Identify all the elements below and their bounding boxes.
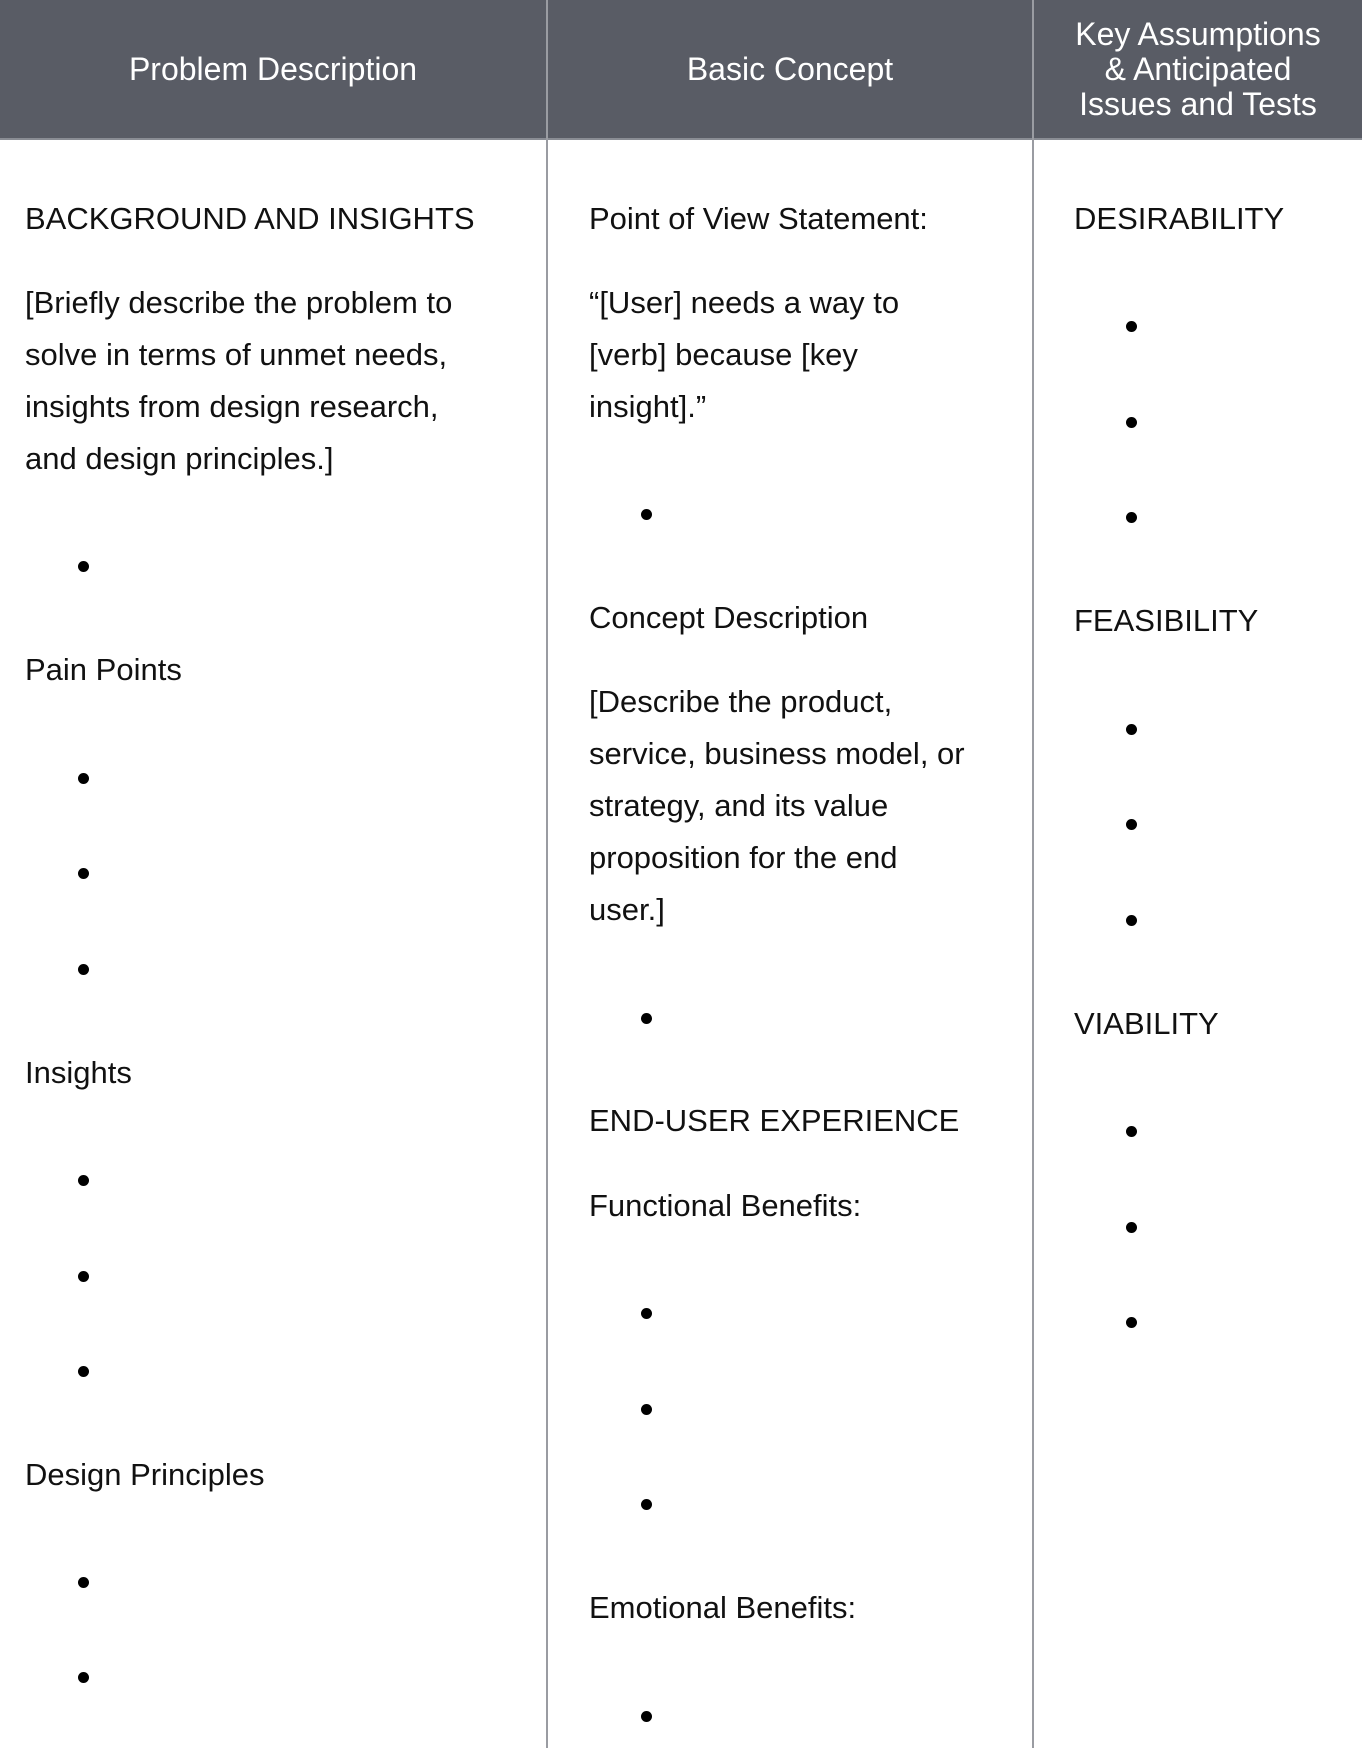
bullet [78,868,89,879]
pov-text-line: [verb] because [key [589,337,858,372]
design-principles-heading: Design Principles [25,1457,265,1492]
bullet [1126,724,1137,735]
feasibility-heading: FEASIBILITY [1074,603,1259,638]
bullet [641,1404,652,1415]
bullet [78,773,89,784]
concept-text-line: strategy, and its value [589,788,889,823]
bullet [1126,321,1137,332]
desirability-heading: DESIRABILITY [1074,201,1285,236]
experience-heading: END-USER EXPERIENCE [589,1103,960,1138]
bullet [1126,915,1137,926]
background-heading: BACKGROUND AND INSIGHTS [25,201,475,236]
concept-text-line: service, business model, or [589,736,965,771]
bullet [641,1711,652,1722]
concept-text-line: proposition for the end [589,840,898,875]
bullet [78,1577,89,1588]
column-divider [546,0,548,1748]
bullet [78,1271,89,1282]
concept-text-line: user.] [589,892,665,927]
concept-heading: Concept Description [589,600,869,635]
pov-text-line: “[User] needs a way to [589,285,900,320]
header-label: Basic Concept [686,50,894,87]
background-text-line: [Briefly describe the problem to [25,285,453,320]
bullet [78,1366,89,1377]
header-line: & Anticipated [1104,50,1292,87]
pain-points-heading: Pain Points [25,652,182,687]
insights-heading: Insights [25,1055,132,1090]
header-key-assumptions [1034,0,1362,138]
column-divider [1032,0,1034,1748]
background-text-line: solve in terms of unmet needs, [25,337,448,372]
bullet [78,1672,89,1683]
bullet [1126,819,1137,830]
header-label: Problem Description [128,50,418,87]
bullet [1126,1317,1137,1328]
bullet [641,1499,652,1510]
functional-benefits-heading: Functional Benefits: [589,1188,862,1223]
pov-text-line: insight].” [589,389,707,424]
header-line: Issues and Tests [1079,85,1317,122]
bullet [641,1308,652,1319]
header-basic-concept [548,0,1032,138]
header-line: Key Assumptions [1075,15,1321,52]
pov-heading: Point of View Statement: [589,201,928,236]
header-problem-description [0,0,546,138]
bullet [1126,1222,1137,1233]
bullet [641,1013,652,1024]
concept-text-line: [Describe the product, [589,684,893,719]
bullet [1126,512,1137,523]
bullet [78,1175,89,1186]
bullet [78,964,89,975]
background-text-line: and design principles.] [25,441,334,476]
bullet [1126,417,1137,428]
bullet [641,509,652,520]
bullet [1126,1126,1137,1137]
viability-heading: VIABILITY [1074,1006,1219,1041]
background-text-line: insights from design research, [25,389,439,424]
bullet [78,561,89,572]
emotional-benefits-heading: Emotional Benefits: [589,1590,857,1625]
